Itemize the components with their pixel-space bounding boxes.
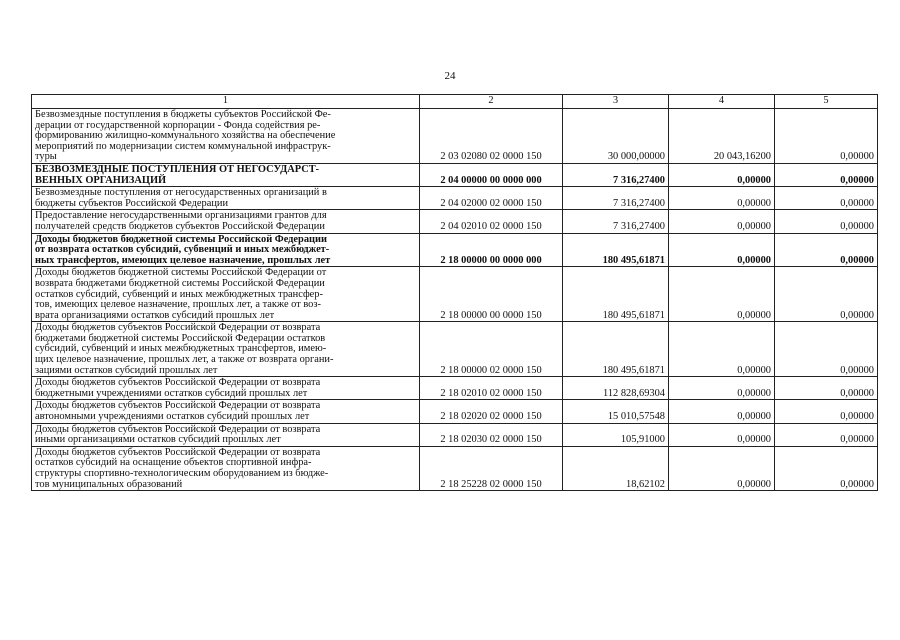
row-budget-code: 2 04 02000 02 0000 150 (420, 187, 563, 210)
row-value-col5: 0,00000 (775, 377, 878, 400)
column-header-1: 1 (32, 95, 420, 109)
table-row (32, 210, 878, 233)
page-number: 24 (444, 70, 456, 82)
description-line: ных трансфертов, имеющих целевое назначение, прошлых лет (35, 254, 331, 266)
table-row (32, 377, 878, 400)
description-line: Доходы бюджетов субъектов Российской Федерации от возврата (35, 322, 321, 334)
row-value-col5: 0,00000 (775, 446, 878, 490)
row-budget-code: 2 04 00000 00 0000 000 (420, 163, 563, 186)
row-value-col3: 30 000,00000 (563, 109, 669, 164)
description-line: бюджеты субъектов Российской Федерации (35, 197, 229, 209)
description-line: БЕЗВОЗМЕЗДНЫЕ ПОСТУПЛЕНИЯ ОТ НЕГОСУДАРСТ- (35, 163, 320, 175)
table-row (32, 423, 878, 446)
table-row (32, 187, 878, 210)
header-row (32, 95, 878, 109)
description-line: Доходы бюджетов бюджетной системы Российской Федерации (35, 233, 327, 245)
row-value-col4: 0,00000 (669, 163, 775, 186)
description-line: Безвозмездные поступления в бюджеты субъектов Российской Фе- (35, 109, 331, 120)
row-value-col4: 0,00000 (669, 446, 775, 490)
row-budget-code: 2 18 00000 02 0000 150 (420, 322, 563, 377)
description-line: получателей средств бюджетов субъектов Российской Федерации (35, 220, 325, 232)
description-line: возврата бюджетами бюджетной системы Российской Федерации (35, 277, 325, 289)
row-value-col3: 15 010,57548 (563, 400, 669, 423)
row-value-col4: 0,00000 (669, 187, 775, 210)
table-row (32, 163, 878, 186)
row-value-col4: 0,00000 (669, 210, 775, 233)
description-line: туры (35, 151, 57, 163)
table-row (32, 109, 878, 164)
description-line: бюджетными учреждениями остатков субсидий прошлых лет (35, 387, 308, 399)
description-line: Доходы бюджетов субъектов Российской Федерации от возврата (35, 377, 321, 389)
row-description (32, 109, 420, 164)
description-line: тов, имеющих целевое назначение, прошлых лет, а также от воз- (35, 299, 321, 311)
description-line: автономными учреждениями остатков субсидий прошлых лет (35, 411, 310, 423)
column-header-4: 4 (669, 95, 775, 109)
row-budget-code: 2 04 02010 02 0000 150 (420, 210, 563, 233)
description-line: остатков субсидий, субвенций и иных межбюджетных трансфер- (35, 288, 323, 300)
table-row (32, 233, 878, 267)
row-value-col5: 0,00000 (775, 423, 878, 446)
description-line: остатков субсидий на оснащение объектов спортивной инфра- (35, 457, 312, 469)
description-line: Безвозмездные поступления от негосударственных организаций в (35, 187, 327, 199)
row-value-col5: 0,00000 (775, 187, 878, 210)
row-value-col3: 18,62102 (563, 446, 669, 490)
column-header-5: 5 (775, 95, 878, 109)
budget-table (31, 94, 878, 491)
row-value-col4: 0,00000 (669, 423, 775, 446)
row-description (32, 400, 420, 423)
description-line: Доходы бюджетов субъектов Российской Федерации от возврата (35, 400, 321, 412)
description-line: структуры спортивно-технологическим оборудованием из бюдже- (35, 468, 329, 479)
description-line: субсидий, субвенций и иных межбюджетных трансфертов, имею- (35, 343, 327, 355)
row-value-col4: 0,00000 (669, 377, 775, 400)
table-row (32, 400, 878, 423)
column-header-3: 3 (563, 95, 669, 109)
row-value-col5: 0,00000 (775, 163, 878, 186)
row-value-col5: 0,00000 (775, 400, 878, 423)
row-value-col3: 180 495,61871 (563, 267, 669, 322)
row-value-col4: 0,00000 (669, 267, 775, 322)
description-line: Доходы бюджетов субъектов Российской Федерации от возврата (35, 423, 321, 435)
row-budget-code: 2 18 00000 00 0000 150 (420, 267, 563, 322)
row-value-col5: 0,00000 (775, 210, 878, 233)
description-line: тов муниципальных образований (35, 478, 183, 490)
table-row (32, 322, 878, 377)
row-value-col3: 105,91000 (563, 423, 669, 446)
row-description (32, 377, 420, 400)
row-description (32, 423, 420, 446)
row-value-col3: 7 316,27400 (563, 210, 669, 233)
description-line: формированию жилищно-коммунального хозяйства на обеспечение (35, 130, 336, 142)
description-line: Предоставление негосударственными организациями грантов для (35, 210, 327, 222)
description-line: Доходы бюджетов субъектов Российской Федерации от возврата (35, 446, 321, 458)
row-budget-code: 2 03 02080 02 0000 150 (420, 109, 563, 164)
row-description (32, 233, 420, 267)
table-body (32, 109, 878, 491)
description-line: бюджетами бюджетной системы Российской Федерации остатков (35, 332, 326, 344)
description-line: врата организациями остатков субсидий прошлых лет (35, 309, 275, 321)
table-row (32, 446, 878, 490)
row-budget-code: 2 18 00000 00 0000 000 (420, 233, 563, 267)
row-budget-code: 2 18 02010 02 0000 150 (420, 377, 563, 400)
row-value-col3: 112 828,69304 (563, 377, 669, 400)
row-budget-code: 2 18 25228 02 0000 150 (420, 446, 563, 490)
row-value-col3: 7 316,27400 (563, 187, 669, 210)
row-value-col3: 7 316,27400 (563, 163, 669, 186)
row-description (32, 210, 420, 233)
row-value-col4: 0,00000 (669, 400, 775, 423)
row-budget-code: 2 18 02030 02 0000 150 (420, 423, 563, 446)
row-value-col3: 180 495,61871 (563, 233, 669, 267)
row-description (32, 446, 420, 490)
row-description (32, 322, 420, 377)
description-line: щих целевое назначение, прошлых лет, а также от возврата органи- (35, 354, 334, 366)
row-value-col4: 0,00000 (669, 322, 775, 377)
column-header-2: 2 (420, 95, 563, 109)
row-value-col5: 0,00000 (775, 267, 878, 322)
description-line: зациями остатков субсидий прошлых лет (35, 364, 218, 376)
description-line: от возврата остатков субсидий, субвенций и иных межбюджет- (35, 244, 330, 256)
description-line: Доходы бюджетов бюджетной системы Российской Федерации от (35, 267, 327, 279)
row-value-col4: 0,00000 (669, 233, 775, 267)
row-value-col3: 180 495,61871 (563, 322, 669, 377)
row-value-col5: 0,00000 (775, 233, 878, 267)
row-value-col4: 20 043,16200 (669, 109, 775, 164)
row-description (32, 187, 420, 210)
row-description (32, 267, 420, 322)
row-value-col5: 0,00000 (775, 322, 878, 377)
table-row (32, 267, 878, 322)
description-line: ВЕННЫХ ОРГАНИЗАЦИЙ (35, 174, 167, 186)
description-line: иными организациями остатков субсидий прошлых лет (35, 434, 281, 446)
row-description (32, 163, 420, 186)
description-line: мероприятий по модернизации систем коммунальной инфраструк- (35, 140, 331, 152)
row-value-col5: 0,00000 (775, 109, 878, 164)
row-budget-code: 2 18 02020 02 0000 150 (420, 400, 563, 423)
description-line: дерации от государственной корпорации - Фонда содействия ре- (35, 119, 321, 131)
